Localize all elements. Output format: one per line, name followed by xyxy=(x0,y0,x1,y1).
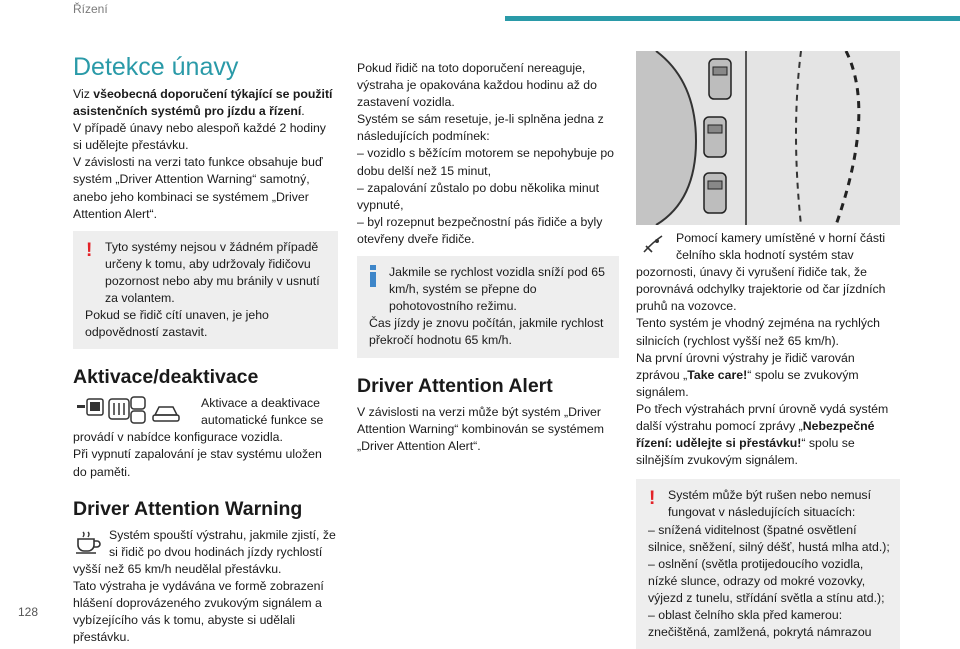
warning-note-conditions xyxy=(636,479,900,649)
warning-text-2: Pokud se řidič cítí unaven, je jeho odpovědností zastavit. xyxy=(85,308,269,340)
reset-condition-3: – byl rozepnut bezpečnostní pás řidiče a byly otevřeny dveře řidiče. xyxy=(357,214,603,246)
info-icon xyxy=(369,265,377,287)
daw-text-3: Tato výstraha je vydávána ve formě zobrazení hlášení doprovázeného zvukovým signálem a vybízejícího vás k tomu, abyste si udělali přestávku. xyxy=(73,578,324,645)
second-level-paragraph xyxy=(636,401,900,469)
windshield-camera-icon xyxy=(642,234,664,254)
title-fatigue-detection: Detekce únavy xyxy=(73,53,239,81)
reset-condition-1: – vozidlo s běžícím motorem se nepohybuje po dobu delší než 15 minut, xyxy=(357,146,615,178)
vehicle-settings-icons xyxy=(73,395,195,425)
lane-drift-illustration xyxy=(636,51,900,225)
page-number: 128 xyxy=(18,605,39,619)
daw-block xyxy=(73,527,338,647)
break-paragraph: V případě únavy nebo alespoň každé 2 hodiny si udělejte přestávku. xyxy=(73,121,326,153)
repeat-paragraph: Pokud řidič na toto doporučení nereaguje, výstraha je opakována každou hodinu až do zastavení vozidla. xyxy=(357,61,597,110)
warning-conditions-2: – snížená viditelnost (špatné osvětlení silnice, sněžení, silný déšť, hustá mlha atd.); xyxy=(648,522,890,554)
first-level-a: Na první úrovni výstrahy je řidič varován zprávou „ xyxy=(636,350,855,382)
second-level-b: “ spolu se silnějším zvukovým signálem. xyxy=(636,436,855,468)
activation-text-1: Aktivace a deaktivace automatické funkce se xyxy=(201,396,324,428)
daw-text-1: Systém spouští výstrahu, jakmile zjistí, že si řidič po dvou hodinách jízdy rychlostí xyxy=(109,527,336,559)
activation-text-3: Při vypnutí zapalování je stav systému uložen do paměti. xyxy=(73,447,322,479)
camera-text-2: pozornosti, únavy či vyrušení řidiče tak, že porovnává odchylky trajektorie od čar jízdních pruhů na vozovce. xyxy=(636,265,886,314)
header-accent-bar xyxy=(505,16,960,21)
heading-driver-attention-warning: Driver Attention Warning xyxy=(73,497,303,520)
warning-text-1: Tyto systémy nejsou v žádném případě určeny k tomu, aby udržovaly řidičovu pozornost nebo aby mu bránily v usnutí za volantem. xyxy=(105,239,320,306)
left-column xyxy=(73,52,338,646)
right-column xyxy=(636,230,900,649)
coffee-cup-icon xyxy=(75,529,101,555)
take-care-message: Take care! xyxy=(687,367,748,382)
warning-exclamation-icon: ! xyxy=(86,239,93,261)
warning-conditions-4: – oblast čelního skla před kamerou: znečištěná, zamlžená, pokrytá námrazou xyxy=(648,607,872,640)
warning-note-systems xyxy=(73,231,338,350)
first-level-paragraph xyxy=(636,350,900,401)
info-note-speed xyxy=(357,256,619,357)
intro-prefix: Viz xyxy=(73,87,94,101)
intro-paragraph xyxy=(73,86,338,120)
warning-conditions-3: – oslnění (světla protijedoucího vozidla, nízké slunce, odrazy od mokré vozovky, výjezd z tunelu, střídání světla a stínu atd.); xyxy=(648,556,885,605)
intro-suffix: . xyxy=(301,104,305,119)
info-text-1: Jakmile se rychlost vozidla sníží pod 65 km/h, systém se přepne do pohotovostního režimu. xyxy=(389,265,605,314)
camera-text-1: Pomocí kamery umístěné v horní části čelního skla hodnotí systém stav xyxy=(676,231,886,263)
road-lane-diagram xyxy=(636,51,900,225)
activation-text-2: provádí v nabídce konfigurace vozidla. xyxy=(73,430,283,445)
middle-column xyxy=(357,60,619,455)
camera-block xyxy=(636,230,900,315)
heading-driver-attention-alert: Driver Attention Alert xyxy=(357,374,553,397)
reset-paragraph: Systém se sám resetuje, je-li splněna jedna z následujících podmínek: xyxy=(357,112,604,144)
second-level-a: Po třech výstrahách první úrovně vydá systém další výstrahu pomocí zprávy „ xyxy=(636,401,889,434)
daw-text-2: vyšší než 65 km/h neudělal přestávku. xyxy=(73,561,282,576)
warning-conditions-1: Systém může být rušen nebo nemusí fungovat v následujících situacích: xyxy=(668,488,871,520)
intro-bold: všeobecná doporučení týkající se použití asistenčních systémů pro jízdu a řízení xyxy=(73,87,333,119)
section-label: Řízení xyxy=(73,2,108,16)
first-level-b: “ spolu se zvukovým signálem. xyxy=(636,367,859,399)
version-paragraph: V závislosti na verzi tato funkce obsahuje buď systém „Driver Attention Warning“ samotný, anebo jeho kombinaci se systémem „Driver Attention Alert“. xyxy=(73,155,323,221)
warning-exclamation-icon: ! xyxy=(649,488,656,510)
activation-block xyxy=(73,395,338,480)
reset-condition-2: – zapalování zůstalo po dobu několika minut vypnuté, xyxy=(357,180,599,212)
info-text-2: Čas jízdy je znovu počítán, jakmile rychlost překročí hodnotu 65 km/h. xyxy=(369,316,604,348)
fast-roads-paragraph: Tento systém je vhodný zejména na rychlých silnicích (rychlost vyšší než 65 km/h). xyxy=(636,316,881,348)
daa-paragraph: V závislosti na verzi může být systém „Driver Attention Warning“ kombinován se systémem „Driver Attention Alert“. xyxy=(357,404,604,453)
dangerous-driving-message: Nebezpečné řízení: udělejte si přestávku! xyxy=(636,419,875,451)
heading-activation: Aktivace/deaktivace xyxy=(73,366,259,389)
